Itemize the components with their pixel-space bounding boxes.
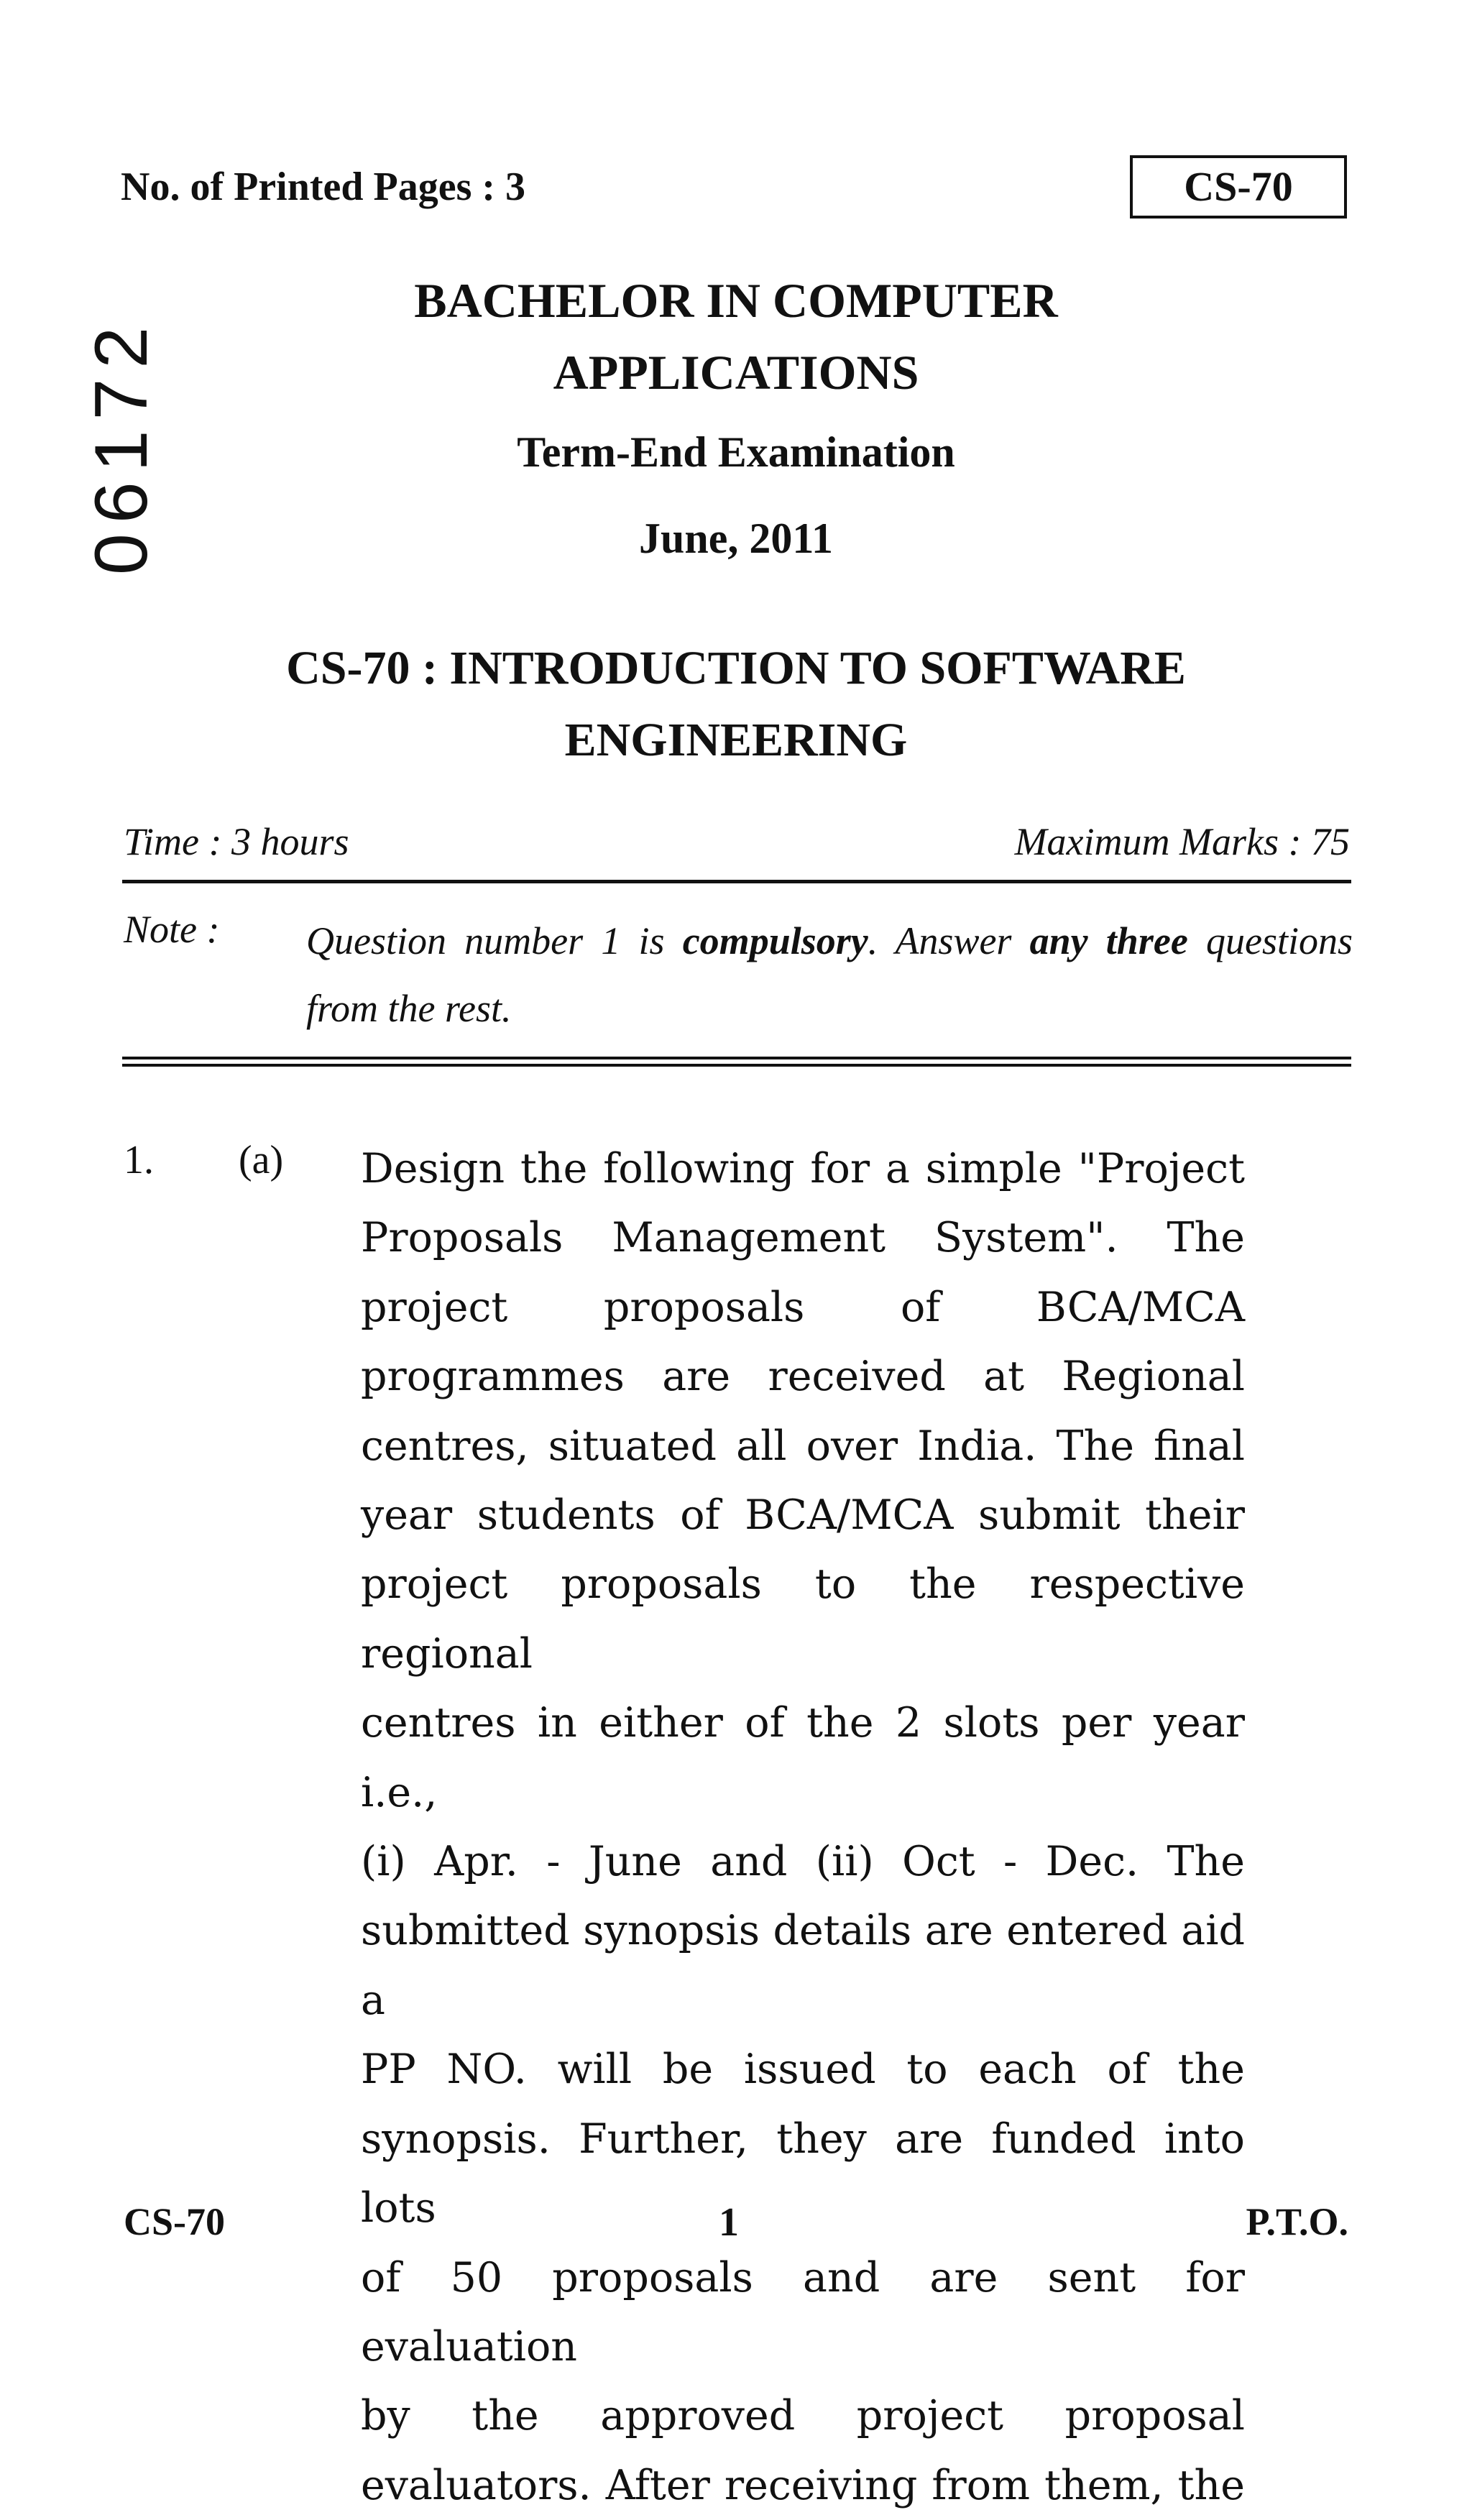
note-text xyxy=(306,907,1353,1042)
question-text xyxy=(361,1134,1245,2520)
note-text-part: . Answer xyxy=(868,919,1030,962)
question-line: Design the following for a simple "Project xyxy=(361,1145,1245,1192)
question-line: of 50 proposals and are sent for evaluation xyxy=(361,2253,1245,2370)
question-line: year students of BCA/MCA submit their xyxy=(361,1491,1245,1540)
question-part-label: (a) xyxy=(239,1138,284,1182)
question-line: by the approved project proposal xyxy=(361,2392,1245,2440)
serial-number-text: 06172 xyxy=(80,316,163,575)
printed-pages-count: No. of Printed Pages : 3 xyxy=(121,165,526,209)
question-line: (i) Apr. - June and (ii) Oct - Dec. The xyxy=(361,1838,1245,1886)
note-text-part: Question number 1 is xyxy=(306,919,683,962)
course-title-line2: ENGINEERING xyxy=(564,714,908,766)
note-text-part: questions from the rest. xyxy=(306,919,1353,1030)
question-line: submitted synopsis details are entered aid a xyxy=(361,1907,1245,2024)
question-line: project proposals to the respective regional xyxy=(361,1560,1245,1678)
question-line: synopsis. Further, they are funded into lots xyxy=(361,2115,1245,2232)
question-line: evaluators. After receiving from them, the xyxy=(361,2461,1245,2509)
question-line: PP NO. will be issued to each of the xyxy=(361,2046,1245,2094)
paper-code-box: CS-70 xyxy=(1130,155,1347,219)
double-divider-rule xyxy=(122,1057,1351,1067)
question-line: centres in either of the 2 slots per year i.e., xyxy=(361,1699,1245,1816)
course-title xyxy=(0,633,1472,776)
question-line: Proposals Management System". The xyxy=(361,1214,1245,1262)
exam-date: June, 2011 xyxy=(638,515,834,562)
programme-title-line2: APPLICATIONS xyxy=(553,345,919,400)
footer-pto: P.T.O. xyxy=(1246,2200,1348,2243)
programme-title-line1: BACHELOR IN COMPUTER xyxy=(414,273,1058,328)
question-line: project proposals of BCA/MCA xyxy=(361,1283,1245,1331)
footer-paper-code: CS-70 xyxy=(124,2200,226,2243)
course-title-line1: CS-70 : INTRODUCTION TO SOFTWARE xyxy=(286,642,1186,694)
divider-rule xyxy=(122,880,1351,883)
exam-time: Time : 3 hours xyxy=(124,820,349,863)
note-label: Note : xyxy=(124,908,220,951)
exam-title: Term-End Examination xyxy=(517,428,955,476)
question-line: programmes are received at Regional xyxy=(361,1353,1245,1401)
programme-title xyxy=(0,265,1472,408)
footer-page-number: 1 xyxy=(719,2200,739,2245)
note-emphasis-any-three: any three xyxy=(1029,919,1188,962)
note-emphasis-compulsory: compulsory xyxy=(682,919,868,962)
question-line: centres, situated all over India. The final xyxy=(361,1422,1245,1470)
maximum-marks: Maximum Marks : 75 xyxy=(1014,820,1350,863)
question-number: 1. xyxy=(124,1138,154,1182)
